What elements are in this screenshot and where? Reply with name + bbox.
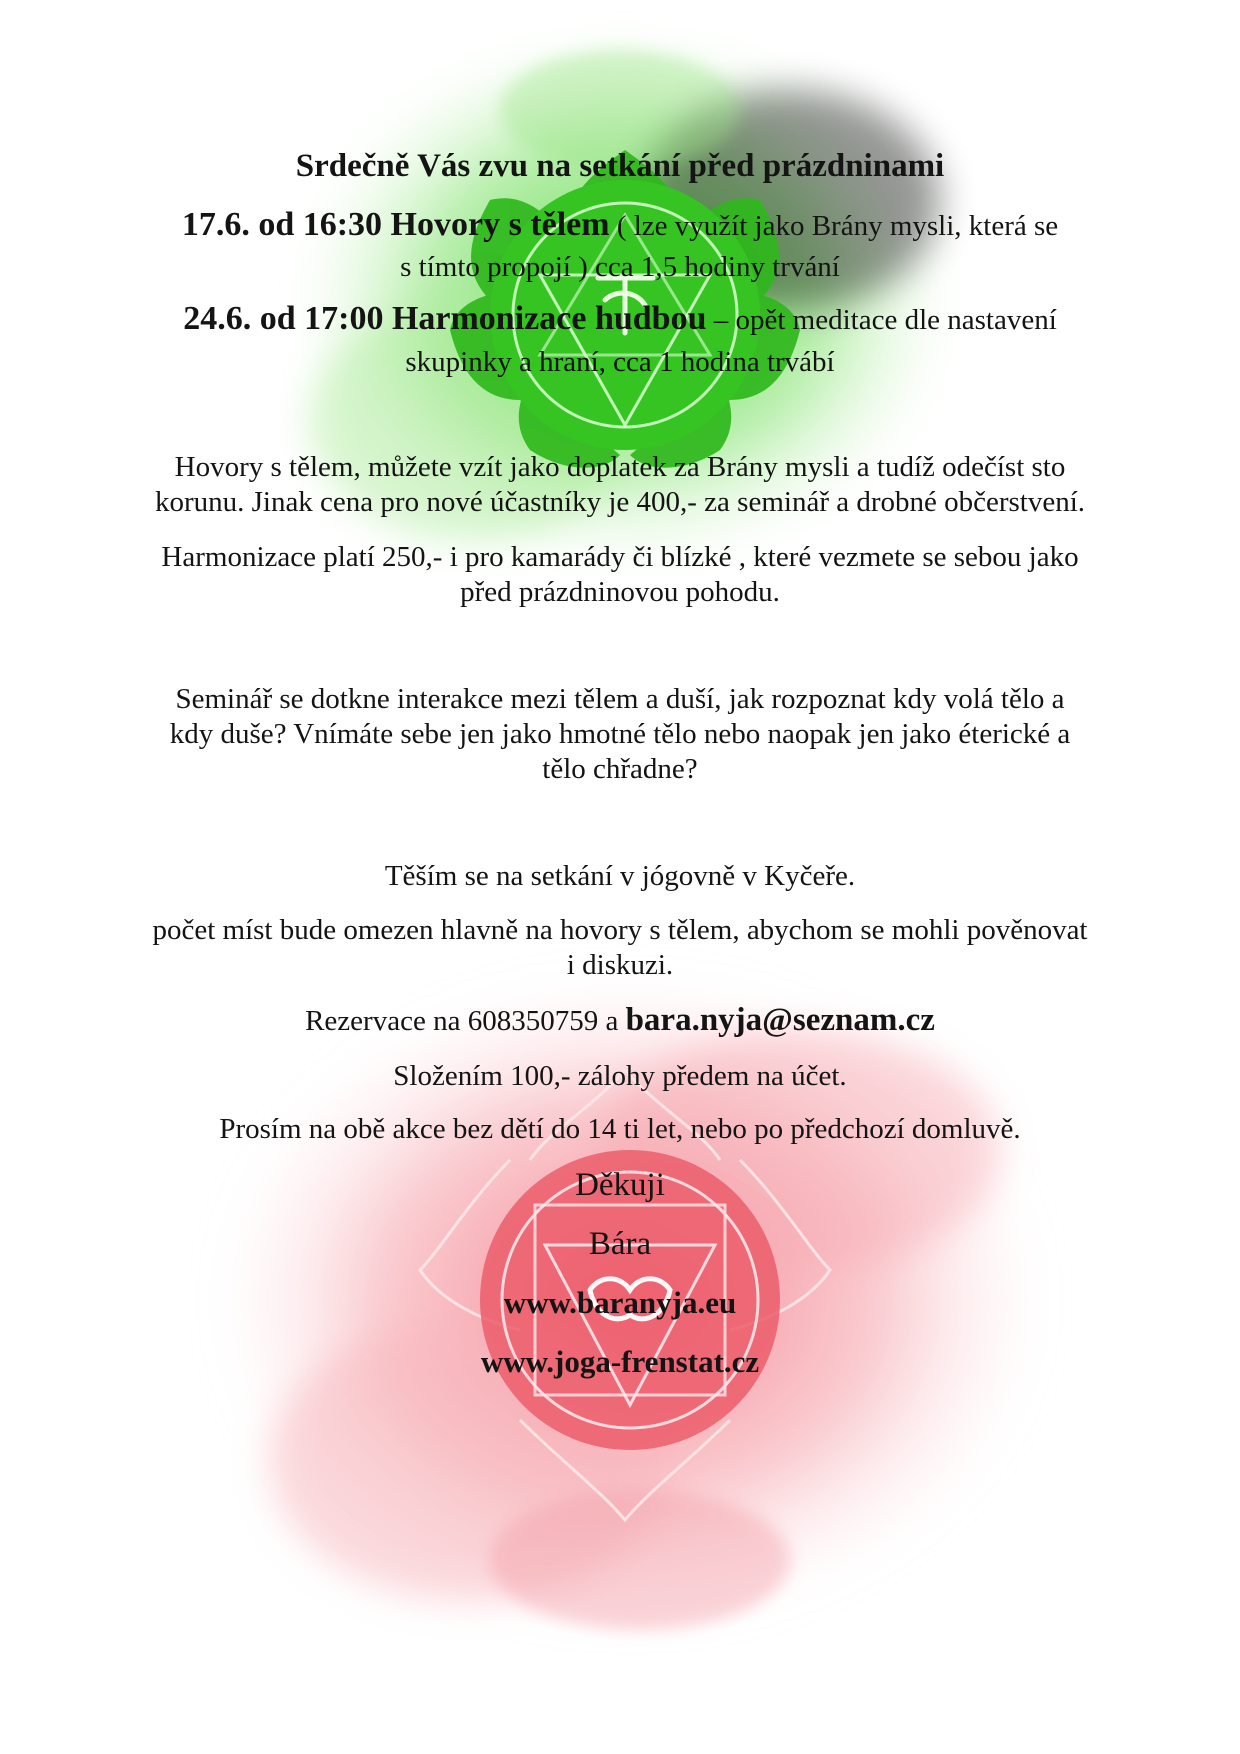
event2-line1: [0, 300, 1240, 338]
pricing-paragraph-line2: korunu. Jinak cena pro nové účastníky je 400,- za seminář a drobné občerstvení.: [154, 486, 1086, 518]
reservation-line: [0, 1002, 1240, 1039]
deposit-note: Složením 100,- zálohy předem na účet.: [393, 1060, 847, 1092]
pricing-paragraph-line1: Hovory s tělem, můžete vzít jako doplatek za Brány mysli a tudíž odečíst sto: [174, 451, 1066, 483]
reservation-prefix: Rezervace na 608350759 a: [305, 1005, 626, 1037]
website-link-baranyja[interactable]: www.baranyja.eu: [503, 1285, 737, 1320]
thanks-text: Děkuji: [575, 1167, 665, 1203]
event1-line1: [0, 206, 1240, 244]
signature-name: Bára: [588, 1226, 652, 1262]
event1-desc-line2: s tímto propojí ) cca 1,5 hodiny trvání: [400, 251, 840, 283]
seminar-description-line2: kdy duše? Vnímáte sebe jen jako hmotné tělo nebo naopak jen jako éterické a: [169, 718, 1071, 750]
website-link-joga-frenstat[interactable]: www.joga-frenstat.cz: [480, 1344, 760, 1379]
reservation-email-link[interactable]: bara.nyja@seznam.cz: [625, 1002, 935, 1038]
harmonization-price-line1: Harmonizace platí 250,- i pro kamarády či blízké , které vezmete se sebou jako: [161, 541, 1079, 573]
event2-date-title: 24.6. od 17:00 Harmonizace hudbou: [183, 300, 707, 337]
page-title: Srdečně Vás zvu na setkání před prázdninami: [295, 148, 945, 184]
children-note: Prosím na obě akce bez dětí do 14 ti let, nebo po předchozí domluvě.: [219, 1113, 1021, 1145]
capacity-note-line2: i diskuzi.: [566, 949, 674, 981]
seminar-description-line3: tělo chřadne?: [542, 753, 698, 785]
event1-desc: ( lze využít jako Brány mysli, která se: [609, 210, 1059, 242]
event2-desc-line2: skupinky a hraní, cca 1 hodina trvábí: [405, 346, 835, 378]
harmonization-price-line2: před prázdninovou pohodu.: [460, 576, 780, 608]
seminar-description-line1: Seminář se dotkne interakce mezi tělem a duší, jak rozpoznat kdy volá tělo a: [175, 683, 1065, 715]
capacity-note-line1: počet míst bude omezen hlavně na hovory s tělem, abychom se mohli pověnovat: [152, 914, 1088, 946]
looking-forward-text: Těším se na setkání v jógovně v Kyčeře.: [384, 860, 856, 892]
event1-date-title: 17.6. od 16:30 Hovory s tělem: [181, 206, 610, 243]
event2-desc: – opět meditace dle nastavení: [706, 304, 1057, 336]
